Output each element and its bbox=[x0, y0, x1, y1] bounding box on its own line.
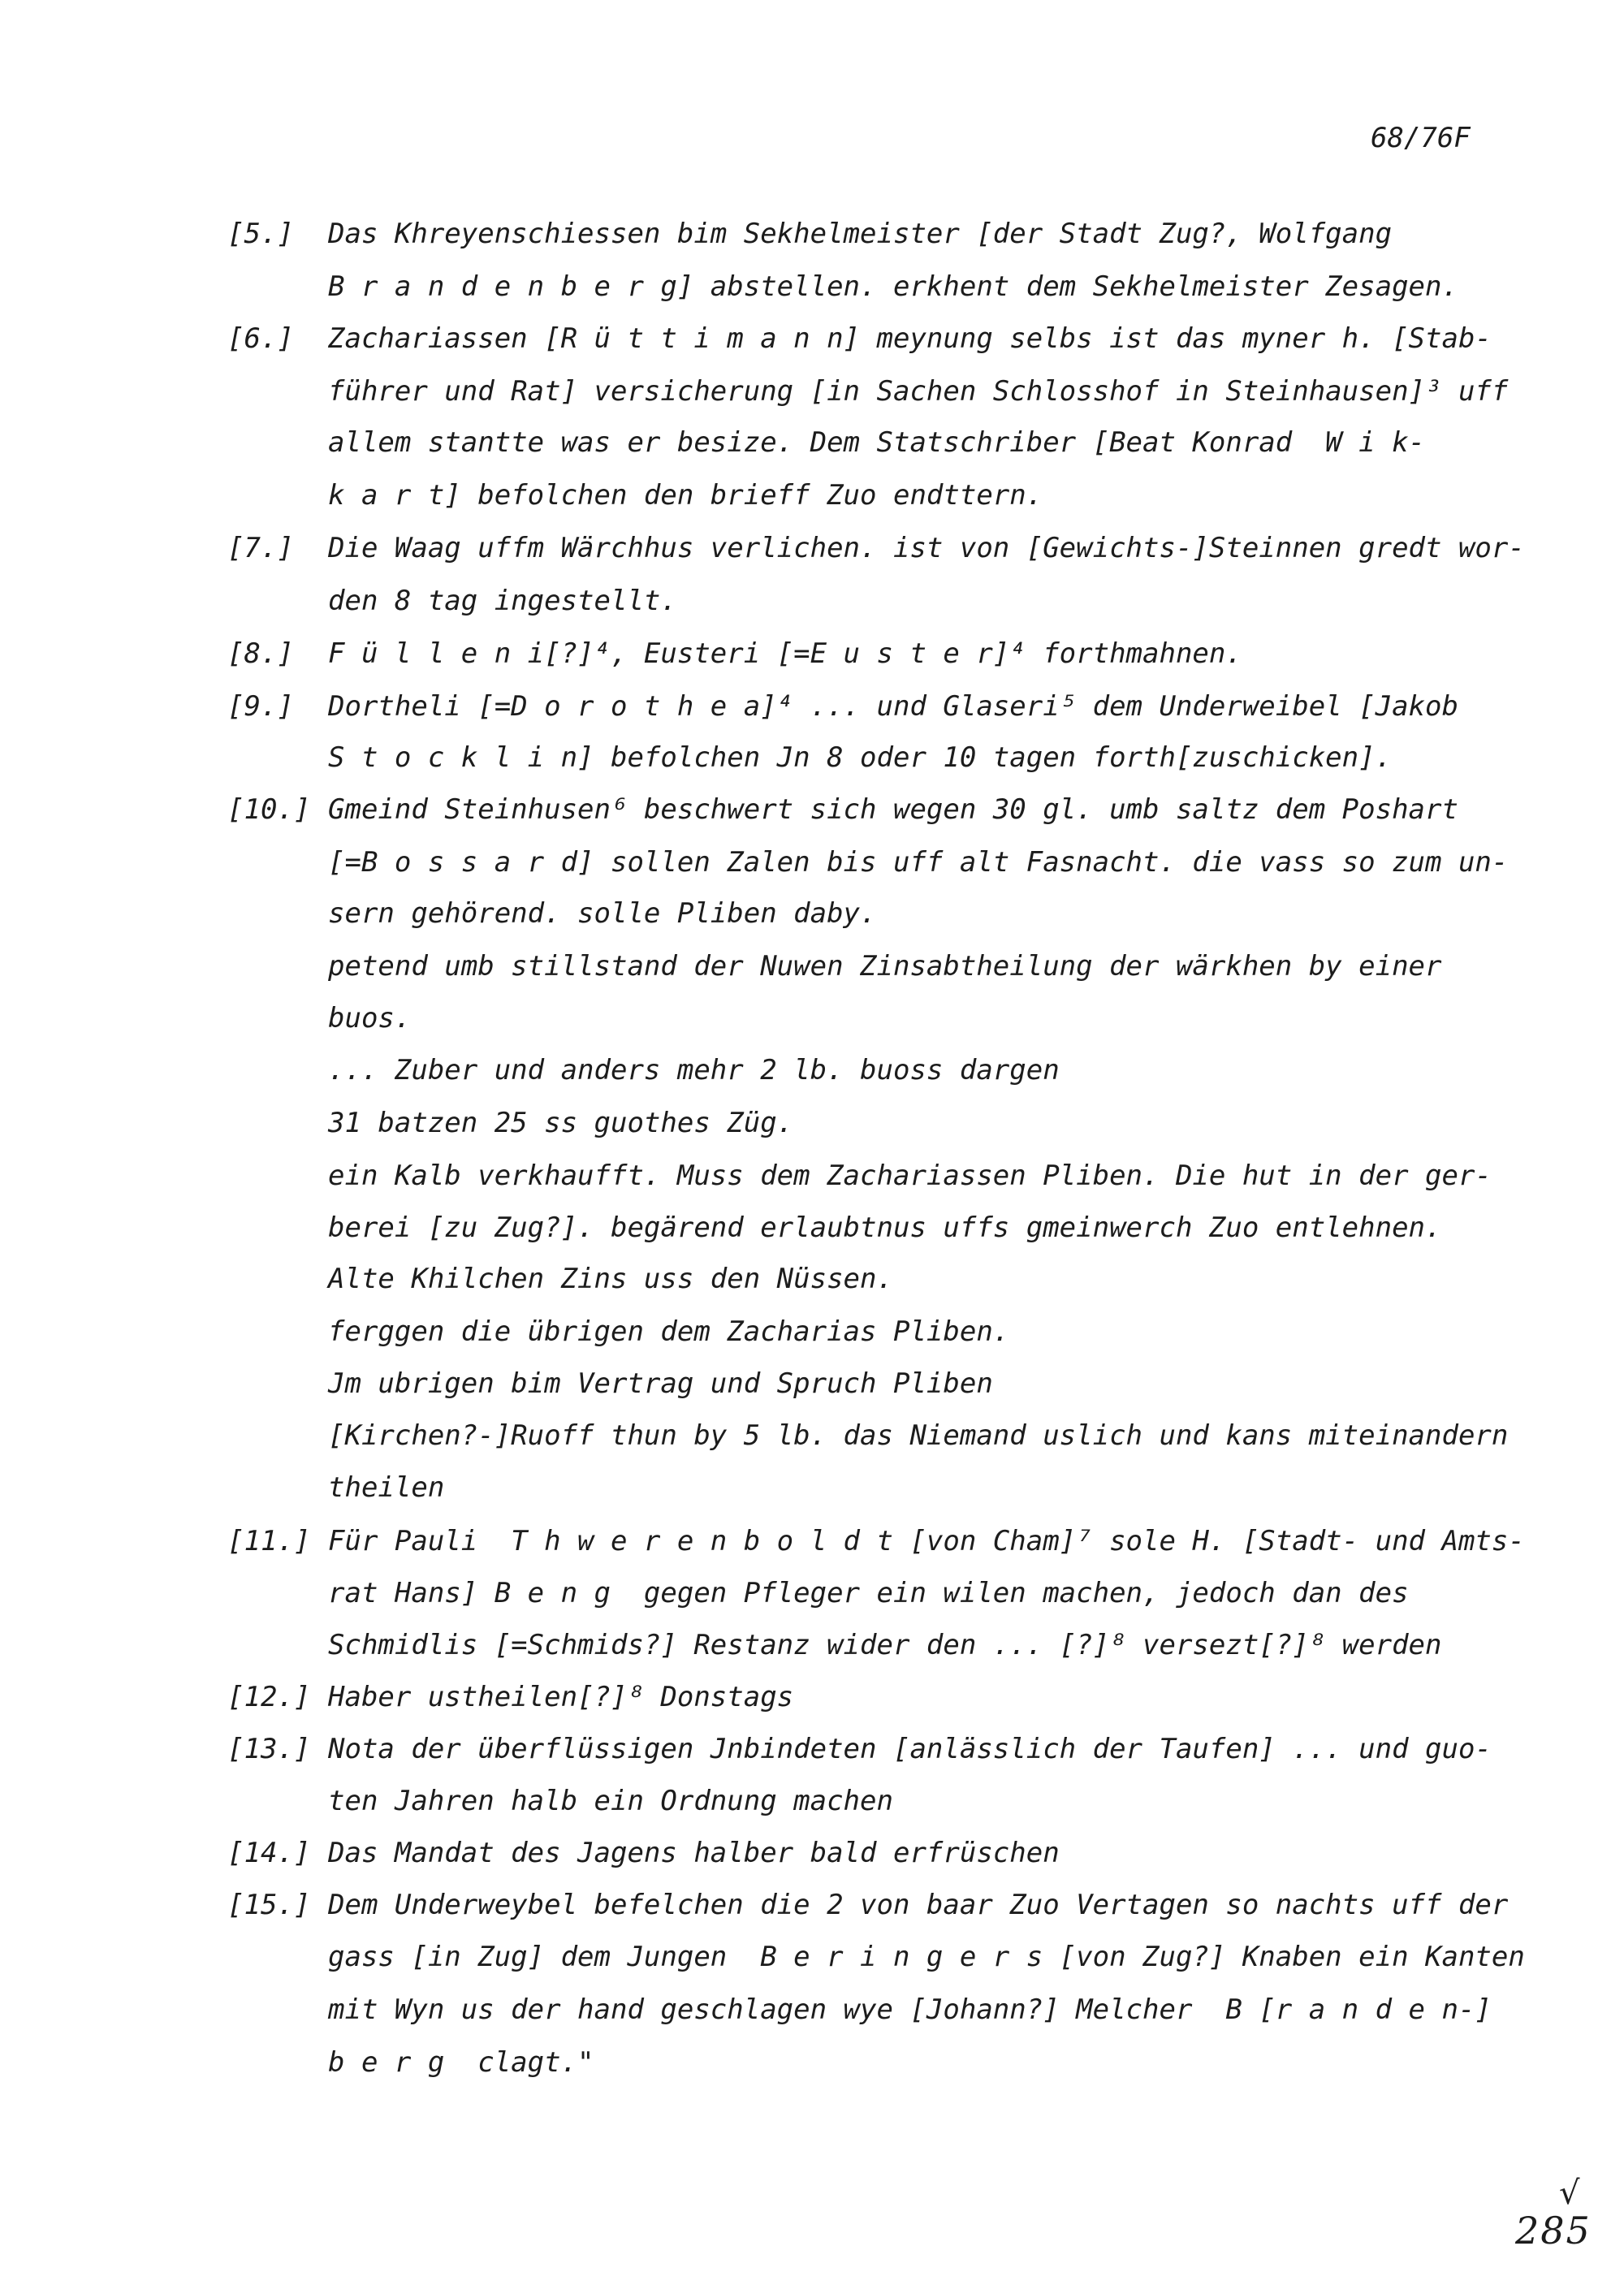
text-line: berei [zu Zug?]. begärend erlaubtnus uffs gmeinwerch Zuo entlehnen. bbox=[328, 1212, 1442, 1244]
text-line: F ü l l e n i[?]⁴, Eusteri [=E u s t e r]⁴ forthmahnen. bbox=[328, 637, 1242, 670]
entry-number: [6.] bbox=[227, 322, 294, 355]
entry-number: [15.] bbox=[227, 1889, 311, 1921]
entry-number: [10.] bbox=[227, 793, 311, 826]
text-line: ten Jahren halb ein Ordnung machen bbox=[328, 1785, 893, 1817]
page-number: 68/76F bbox=[1371, 122, 1471, 154]
text-line: Gmeind Steinhusen⁶ beschwert sich wegen 30 gl. umb saltz dem Poshart bbox=[328, 793, 1458, 826]
text-line: den 8 tag ingestellt. bbox=[328, 585, 677, 617]
text-line: Dortheli [=D o r o t h e a]⁴ ... und Glaseri⁵ dem Underweibel [Jakob bbox=[328, 690, 1458, 723]
entry-number: [9.] bbox=[227, 690, 294, 723]
text-line: Alte Khilchen Zins uss den Nüssen. bbox=[328, 1263, 893, 1295]
text-line: [=B o s s a r d] sollen Zalen bis uff alt Fasnacht. die vass so zum un- bbox=[328, 846, 1509, 879]
text-line: theilen bbox=[328, 1471, 445, 1504]
text-line: Für Pauli T h w e r e n b o l d t [von Cham]⁷ sole H. [Stadt- und Amts- bbox=[328, 1525, 1525, 1557]
entry-number: [8.] bbox=[227, 637, 294, 670]
text-line: 31 batzen 25 ss guothes Züg. bbox=[328, 1107, 794, 1139]
entry-number: [13.] bbox=[227, 1733, 311, 1765]
text-line: Das Khreyenschiessen bim Sekhelmeister [der Stadt Zug?, Wolfgang bbox=[328, 218, 1393, 250]
text-line: ein Kalb verkhaufft. Muss dem Zachariassen Pliben. Die hut in der ger- bbox=[328, 1160, 1492, 1192]
text-line: ferggen die übrigen dem Zacharias Pliben. bbox=[328, 1315, 1010, 1348]
text-line: rat Hans] B e n g gegen Pfleger ein wilen machen, jedoch dan des bbox=[328, 1577, 1409, 1609]
entry-number: [12.] bbox=[227, 1681, 311, 1713]
text-line: k a r t] befolchen den brieff Zuo endttern. bbox=[328, 479, 1043, 512]
handwritten-check-mark: √ bbox=[1559, 2175, 1580, 2212]
text-line: Nota der überflüssigen Jnbindeten [anlässlich der Taufen] ... und guo- bbox=[328, 1733, 1492, 1765]
text-line: Dem Underweybel befelchen die 2 von baar Zuo Vertagen so nachts uff der bbox=[328, 1889, 1509, 1921]
text-line: Schmidlis [=Schmids?] Restanz wider den ... [?]⁸ versezt[?]⁸ werden bbox=[328, 1629, 1442, 1661]
entry-number: [11.] bbox=[227, 1525, 311, 1557]
text-line: b e r g clagt." bbox=[328, 2046, 594, 2079]
text-line: Haber ustheilen[?]⁸ Donstags bbox=[328, 1681, 794, 1713]
text-line: allem stantte was er besize. Dem Statschriber [Beat Konrad W i k- bbox=[328, 426, 1426, 459]
text-line: Zachariassen [R ü t t i m a n n] meynung selbs ist das myner h. [Stab- bbox=[328, 322, 1492, 355]
entry-number: [5.] bbox=[227, 218, 294, 250]
text-line: Jm ubrigen bim Vertrag und Spruch Pliben bbox=[328, 1367, 993, 1400]
text-line: sern gehörend. solle Pliben daby. bbox=[328, 897, 877, 930]
text-line: ... Zuber und anders mehr 2 lb. buoss dargen bbox=[328, 1054, 1060, 1086]
text-line: Die Waag uffm Wärchhus verlichen. ist von [Gewichts-]Steinnen gredt wor- bbox=[328, 532, 1525, 564]
text-line: mit Wyn us der hand geschlagen wye [Johann?] Melcher B [r a n d e n-] bbox=[328, 1993, 1492, 2026]
text-line: buos. bbox=[328, 1002, 412, 1034]
text-line: Das Mandat des Jagens halber bald erfrüschen bbox=[328, 1837, 1060, 1869]
entry-number: [7.] bbox=[227, 532, 294, 564]
text-line: [Kirchen?-]Ruoff thun by 5 lb. das Niemand uslich und kans miteinandern bbox=[328, 1419, 1509, 1452]
text-line: S t o c k l i n] befolchen Jn 8 oder 10 tagen forth[zuschicken]. bbox=[328, 741, 1393, 774]
text-line: B r a n d e n b e r g] abstellen. erkhent dem Sekhelmeister Zesagen. bbox=[328, 270, 1458, 303]
entry-number: [14.] bbox=[227, 1837, 311, 1869]
text-line: petend umb stillstand der Nuwen Zinsabtheilung der wärkhen by einer bbox=[328, 950, 1442, 983]
text-line: führer und Rat] versicherung [in Sachen Schlosshof in Steinhausen]³ uff bbox=[328, 375, 1509, 408]
handwritten-folio-number: 285 bbox=[1515, 2209, 1592, 2253]
text-line: gass [in Zug] dem Jungen B e r i n g e r s [von Zug?] Knaben ein Kanten bbox=[328, 1941, 1525, 1973]
